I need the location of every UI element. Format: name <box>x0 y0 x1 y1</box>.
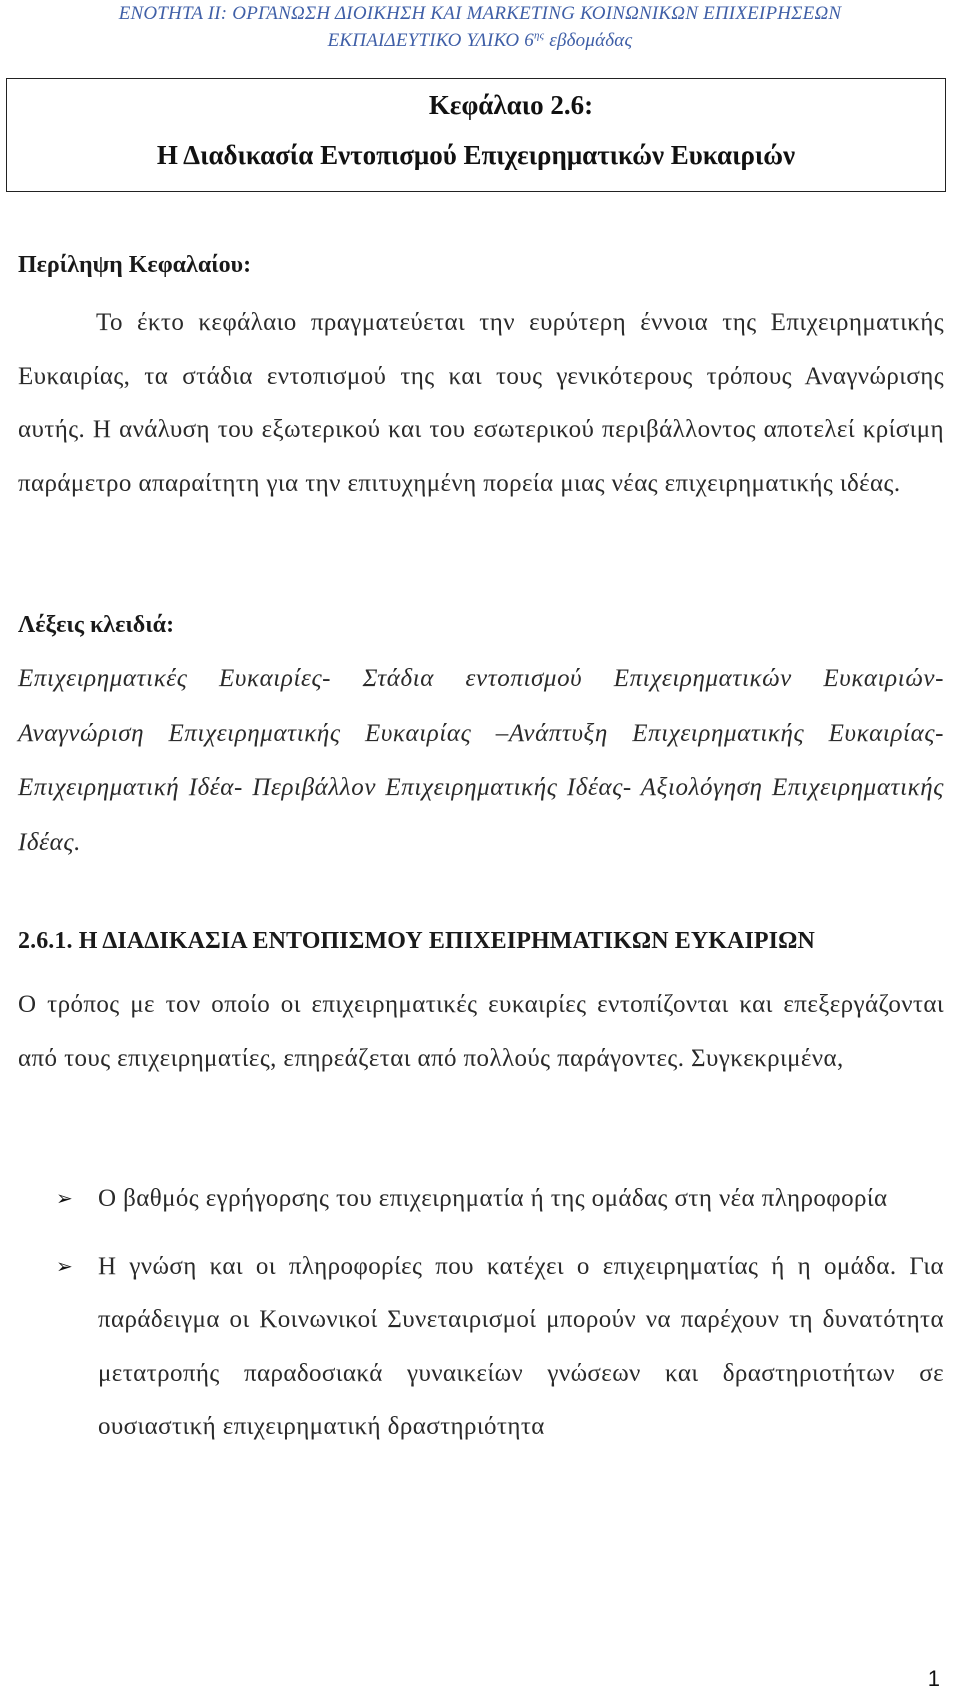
chapter-number: Κεφάλαιο 2.6: <box>428 90 594 120</box>
keywords-text: Επιχειρηματικές Ευκαιρίες- Στάδια εντοπισμού Επιχειρηματικών Ευκαιριών- Αναγνώριση Επιχειρηματικής Ευκαιρίας –Ανάπτυξη Επιχειρηματικής Ευκαιρίας- Επιχειρηματική Ιδέα- Περιβάλλον Επιχειρηματικής Ιδέας- Αξιολόγηση Επιχειρηματικής Ιδέας. <box>18 665 944 856</box>
list-item <box>18 1240 944 1454</box>
bullet-text: Ο βαθμός εγρήγορσης του επιχειρηματία ή της ομάδας στη νέα πληροφορία <box>98 1185 888 1212</box>
list-item <box>18 1172 944 1226</box>
bullet-list <box>18 1172 944 1454</box>
running-header <box>0 0 960 54</box>
summary-label: Περίληψη Κεφαλαίου: <box>18 252 252 278</box>
chapter-title-box <box>6 78 946 192</box>
arrow-bullet-icon: ➢ <box>56 1186 74 1210</box>
running-header-line2 <box>0 27 960 54</box>
running-header-line2-suffix: εβδομάδας <box>549 30 633 51</box>
page-number: 1 <box>927 1666 940 1691</box>
running-header-line2-prefix: ΕΚΠΑΙΔΕΥΤΙΚΟ ΥΛΙΚΟ 6 <box>327 30 534 51</box>
chapter-title: Η Διαδικασία Εντοπισμού Επιχειρηματικών Ευκαιριών <box>156 140 796 170</box>
summary-text: Το έκτο κεφάλαιο πραγματεύεται την ευρύτερη έννοια της Επιχειρηματικής Ευκαιρίας, τα στάδια εντοπισμού της και τους γενικότερους τρόπους Αναγνώρισης αυτής. Η ανάλυση του εξωτερικού και του εσωτερικού περιβάλλοντος αποτελεί κρίσιμη παράμετρο απαραίτητη για την επιτυχημένη πορεία μιας νέας επιχειρηματικής ιδέας. <box>18 309 944 497</box>
running-header-superscript: ης <box>533 29 545 42</box>
section-heading: 2.6.1. Η ΔΙΑΔΙΚΑΣΙΑ ΕΝΤΟΠΙΣΜΟΥ ΕΠΙΧΕΙΡΗΜΑΤΙΚΩΝ ΕΥΚΑΙΡΙΩΝ <box>18 928 815 954</box>
bullet-text: Η γνώση και οι πληροφορίες που κατέχει ο επιχειρηματίας ή η ομάδα. Για παράδειγμα οι Κοινωνικοί Συνεταιρισμοί μπορούν να παρέχουν τη δυνατότητα μετατροπής παραδοσιακά γυναικείων γνώσεων και δραστηριοτήτων σε ουσιαστική επιχειρηματική δραστηριότητα <box>98 1252 944 1440</box>
running-header-line1: ΕΝΟΤΗΤΑ ΙΙ: ΟΡΓΑΝΩΣΗ ΔΙΟΙΚΗΣΗ ΚΑΙ MARKETING ΚΟΙΝΩΝΙΚΩΝ ΕΠΙΧΕΙΡΗΣΕΩΝ <box>118 3 842 24</box>
keywords-label: Λέξεις κλειδιά: <box>18 612 175 638</box>
section-intro: Ο τρόπος με τον οποίο οι επιχειρηματικές ευκαιρίες εντοπίζονται και επεξεργάζονται από τους επιχειρηματίες, επηρεάζεται από πολλούς παράγοντες. Συγκεκριμένα, <box>18 991 944 1072</box>
arrow-bullet-icon: ➢ <box>56 1253 74 1278</box>
summary-paragraph <box>18 296 944 510</box>
